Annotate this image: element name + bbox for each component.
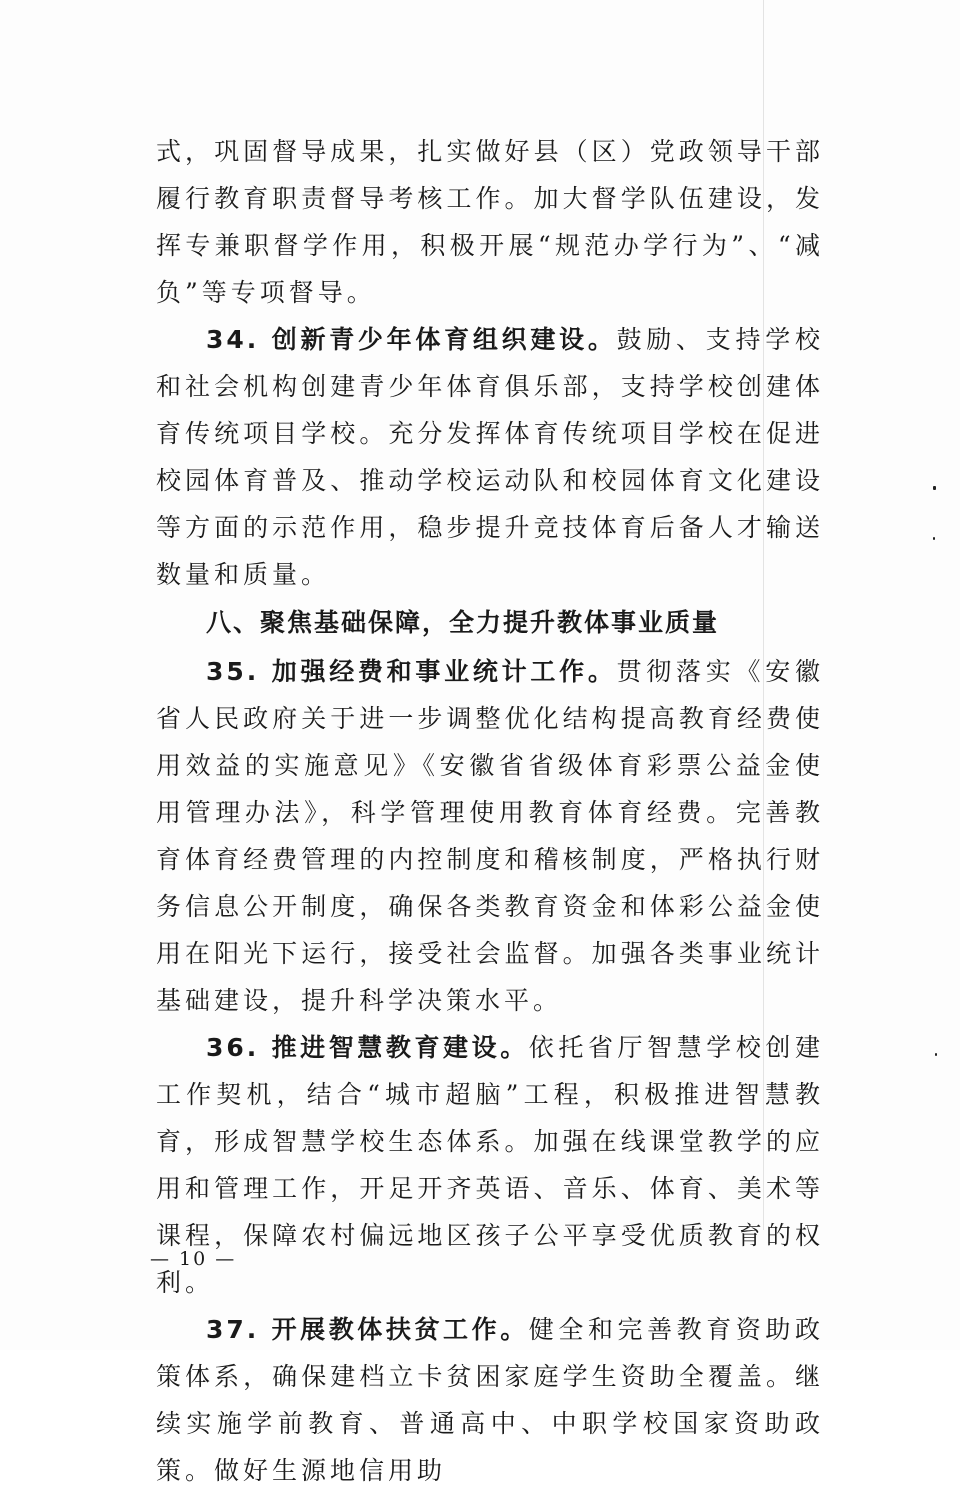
paragraph-item-35	[156, 648, 824, 1024]
paragraph-text: 依托省厅智慧学校创建工作契机，结合“城市超脑”工程，积极推进智慧教育，形成智慧学校生态体系。加强在线课堂教学的应用和管理工作，开足开齐英语、音乐、体育、美术等课程，保障农村偏远地区孩子公平享受优质教育的权利。	[156, 1033, 824, 1297]
paragraph-lead: 34. 创新青少年体育组织建设。	[206, 325, 617, 354]
section-heading: 八、聚焦基础保障，全力提升教体事业质量	[206, 608, 720, 637]
paragraph-item-36	[156, 1024, 824, 1306]
paragraph-lead: 35. 加强经费和事业统计工作。	[206, 657, 617, 686]
paragraph-text: 贯彻落实《安徽省人民政府关于进一步调整优化结构提高教育经费使用效益的实施意见》《安徽省省级体育彩票公益金使用管理办法》，科学管理使用教育体育经费。完善教育体育经费管理的内控制度和稽核制度，严格执行财务信息公开制度，确保各类教育资金和体彩公益金使用在阳光下运行，接受社会监督。加强各类事业统计基础建设，提升科学决策水平。	[156, 657, 824, 1015]
scan-speck	[935, 1053, 937, 1056]
scan-speck	[933, 537, 935, 540]
paragraph-item-34	[156, 316, 824, 598]
paragraph-continuation	[156, 128, 824, 316]
scan-speck	[933, 486, 936, 490]
paragraph-text: 健全和完善教育资助政策体系，确保建档立卡贫困家庭学生资助全覆盖。继续实施学前教育、普通高中、中职学校国家资助政策。做好生源地信用助	[156, 1315, 824, 1485]
paragraph-lead: 36. 推进智慧教育建设。	[206, 1033, 529, 1062]
paragraph-text: 鼓励、支持学校和社会机构创建青少年体育俱乐部，支持学校创建体育传统项目学校。充分发挥体育传统项目学校在促进校园体育普及、推动学校运动队和校园体育文化建设等方面的示范作用，稳步提升竞技体育后备人才输送数量和质量。	[156, 325, 824, 589]
page-number: — 10 —	[150, 1248, 237, 1270]
paragraph-item-37	[156, 1306, 824, 1494]
paragraph-lead: 37. 开展教体扶贫工作。	[206, 1315, 529, 1344]
paragraph-text: 式，巩固督导成果，扎实做好县（区）党政领导干部履行教育职责督导考核工作。加大督学队伍建设，发挥专兼职督学作用，积极开展“规范办学行为”、“减负”等专项督导。	[156, 137, 824, 307]
body-text	[156, 128, 824, 1494]
